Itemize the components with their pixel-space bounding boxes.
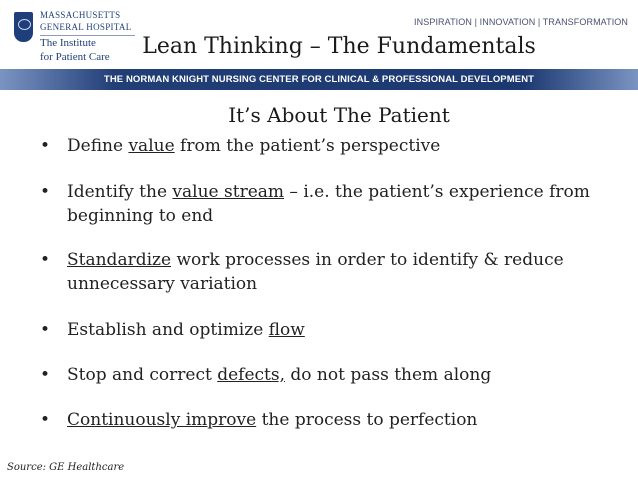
bullet-text: do not pass them along (284, 365, 492, 385)
bullet-text: work processes in order to identify & reduce unnecessary variation (67, 250, 564, 294)
bullet-keyword: flow (268, 320, 305, 340)
header-banner (0, 69, 638, 90)
bullet-text: Identify the (67, 182, 173, 202)
slide-subtitle: It’s About The Patient (228, 103, 450, 127)
bullet-item (38, 318, 618, 342)
source-citation: Source: GE Healthcare (7, 462, 125, 473)
bullet-keyword: defects, (217, 365, 285, 385)
banner-text: THE NORMAN KNIGHT NURSING CENTER FOR CLINICAL & PROFESSIONAL DEVELOPMENT (103, 74, 535, 85)
bullet-item (38, 408, 618, 432)
bullet-list (38, 134, 618, 432)
bullet-item (38, 180, 618, 228)
bullet-item (38, 134, 618, 158)
bullet-text: – i.e. the patient’s experience from beginning to end (67, 182, 590, 226)
bullet-text: the process to perfection (256, 410, 478, 430)
bullet-keyword: value (128, 136, 175, 156)
logo-text-line2: GENERAL HOSPITAL (40, 22, 132, 32)
bullet-keyword: Standardize (67, 250, 172, 270)
logo-text-line3: The Institute (40, 37, 96, 49)
header-tagline: INSPIRATION | INNOVATION | TRANSFORMATION (414, 17, 628, 27)
bullet-text: Define (67, 136, 129, 156)
bullet-keyword: Continuously improve (67, 410, 257, 430)
bullet-text: from the patient’s perspective (174, 136, 441, 156)
logo-text-line1: MASSACHUSETTS (40, 10, 121, 20)
slide-title: Lean Thinking – The Fundamentals (142, 34, 536, 59)
bullet-text: Stop and correct (67, 365, 218, 385)
bullet-item (38, 363, 618, 387)
bullet-keyword: value stream (172, 182, 285, 202)
bullet-text: Establish and optimize (67, 320, 269, 340)
bullet-item (38, 248, 618, 296)
logo-text-line4: for Patient Care (40, 51, 110, 63)
